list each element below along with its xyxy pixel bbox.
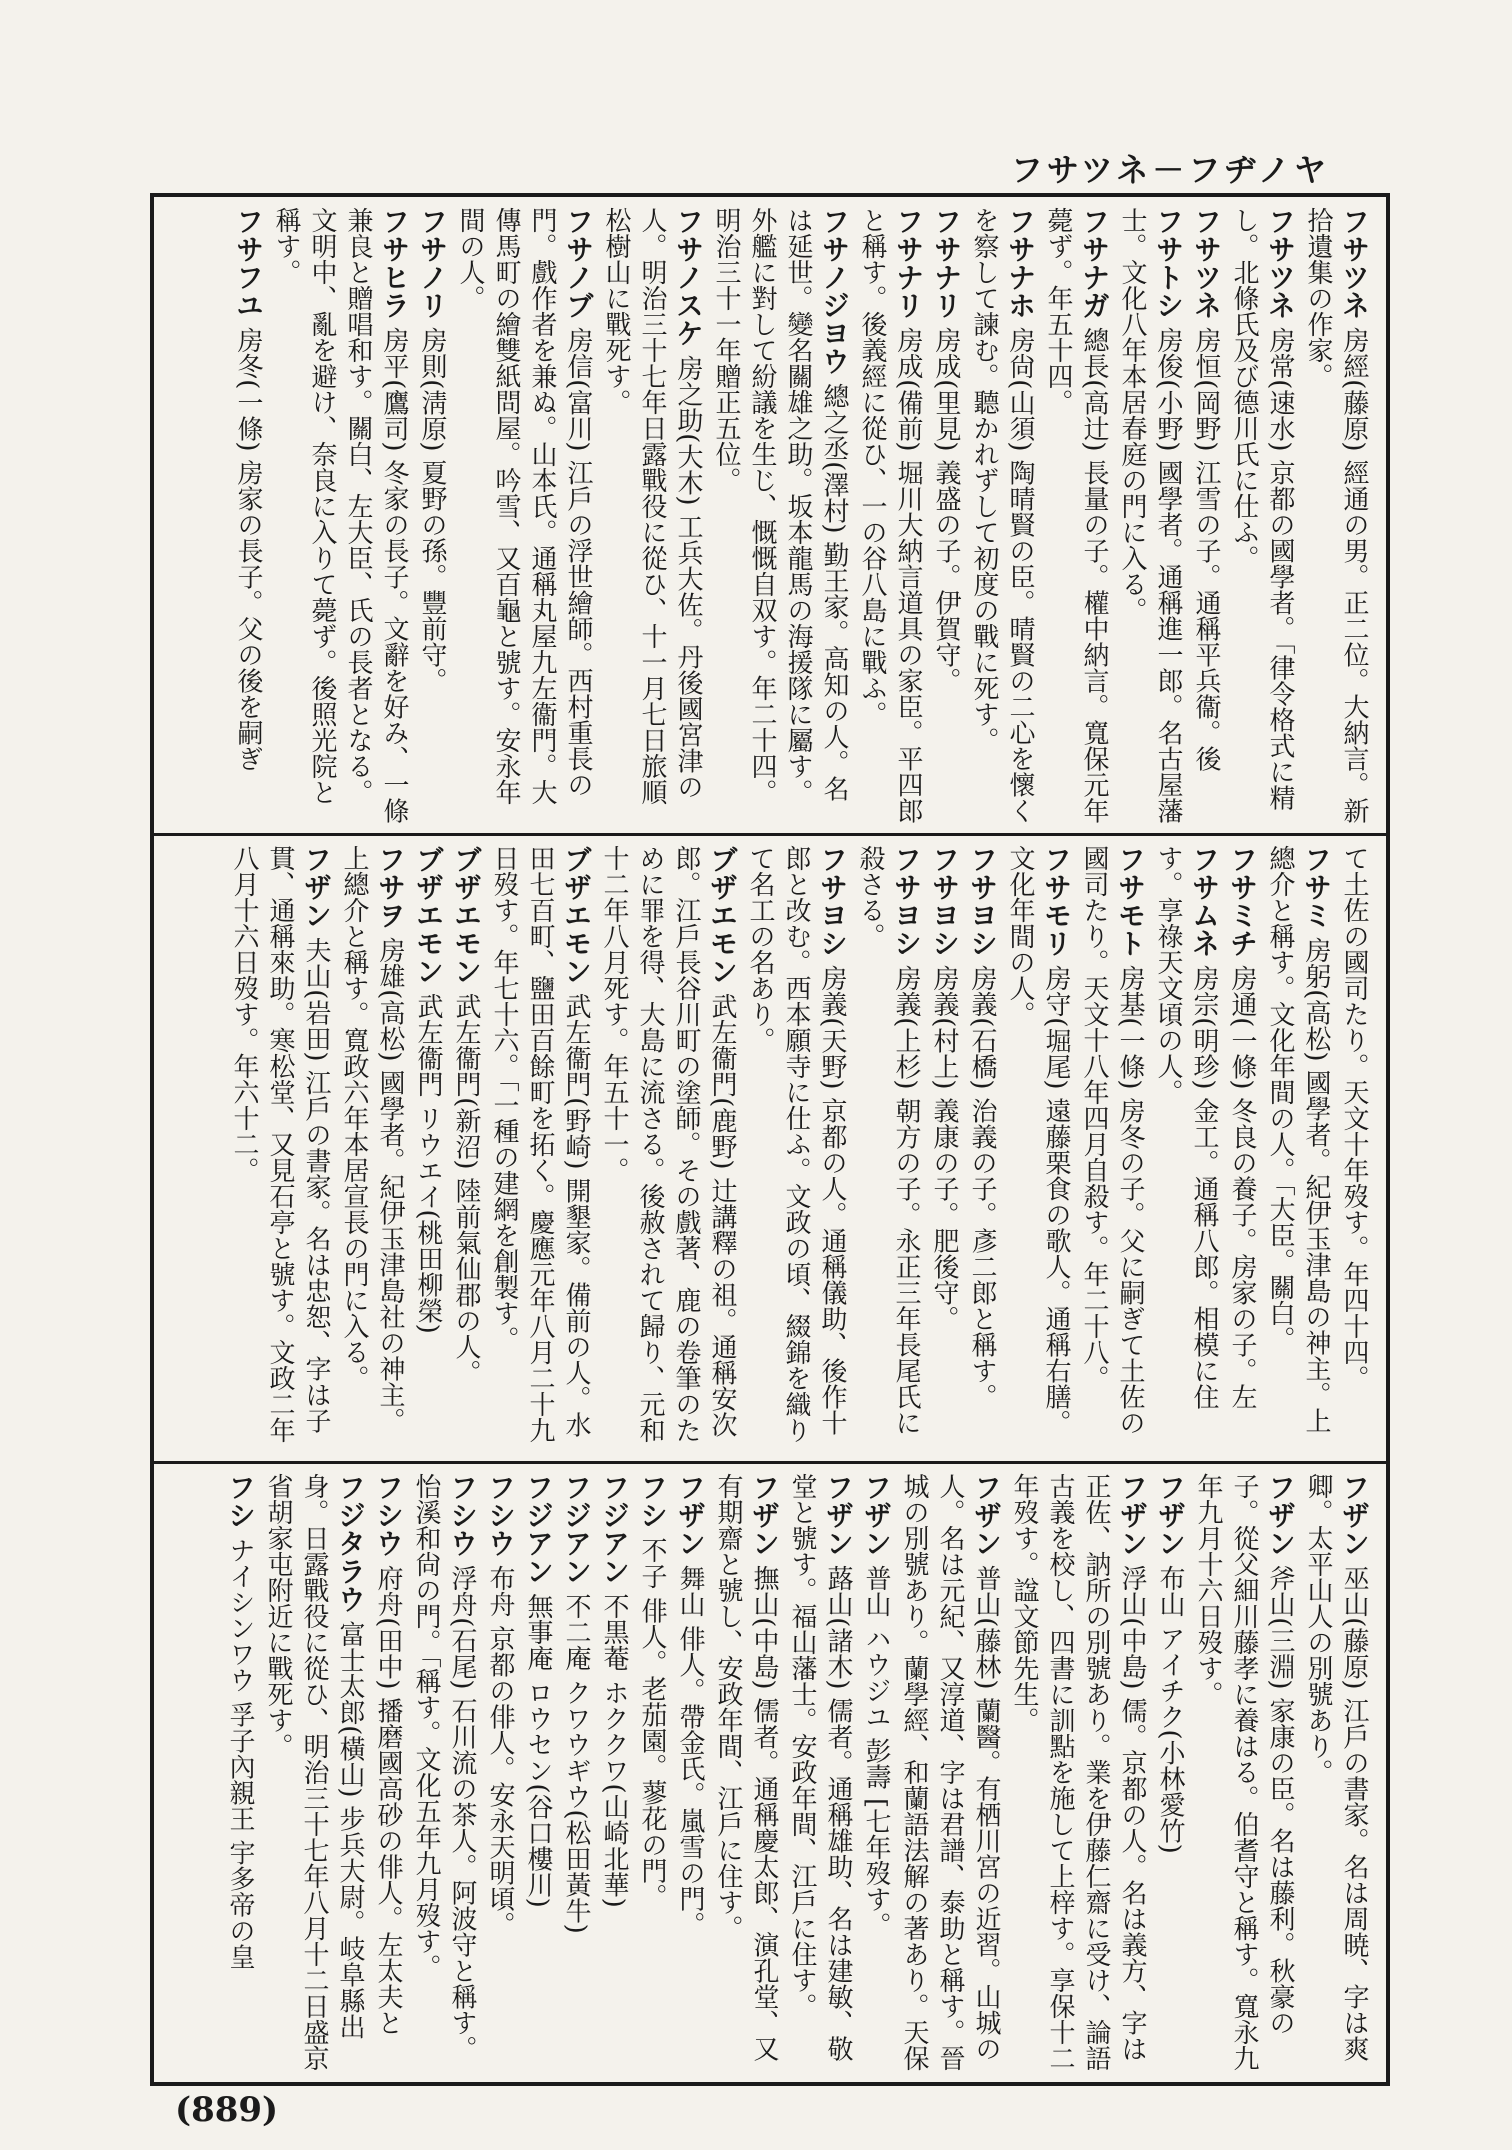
dictionary-entry bbox=[1224, 845, 1260, 1453]
dictionary-entry bbox=[1262, 845, 1334, 1453]
entry-text: 房成(備前) 堀川大納言道具の家臣。平四郎と稱す。後義經に從ひ、一の谷八島に戰ふ。 bbox=[857, 207, 923, 824]
entry-headword: フサトシ bbox=[1152, 207, 1185, 319]
entry-headword: フザン bbox=[860, 1473, 893, 1557]
page-frame bbox=[150, 193, 1390, 2086]
entry-headword: フサナリ bbox=[930, 207, 963, 319]
running-header: フサツネ－フヂノヤ bbox=[1010, 151, 1330, 189]
dictionary-entry bbox=[452, 207, 596, 825]
dictionary-entry bbox=[784, 1473, 856, 2073]
entry-band-top bbox=[154, 197, 1386, 835]
entry-text: 浮山(中島) 儒。京都の人。名は義方、字は正佐、訥所の別號あり。業を伊藤仁齋に受け、論語古義を校し、四書に訓點を施して上梓す。享保十二年歿す。諡文節先生。 bbox=[1009, 1473, 1147, 2071]
dictionary-entry bbox=[858, 1473, 894, 2073]
entry-headword: フサナホ bbox=[1004, 207, 1037, 319]
dictionary-entry bbox=[410, 845, 446, 1453]
entry-text: 舞山 俳人。帶金氏。嵐雪の門。 bbox=[675, 1565, 705, 1938]
dictionary-entry bbox=[708, 207, 852, 825]
entry-headword: フサヨシ bbox=[816, 845, 849, 957]
entry-text: 撫山(中島) 儒者。通稱慶太郎、演孔堂、又有期齋と號し、安政年間、江戶に住す。 bbox=[713, 1473, 779, 2062]
dictionary-entry bbox=[482, 1473, 518, 2073]
dictionary-entry bbox=[1336, 845, 1372, 1453]
entry-text: 房恒(岡野) 江雪の子。通稱平兵衞。後 bbox=[1191, 327, 1221, 772]
entry-headword: フザン bbox=[674, 1473, 707, 1557]
entry-headword: フサミチ bbox=[1226, 845, 1259, 957]
entry-headword: フサヒラ bbox=[378, 207, 411, 319]
entry-text: 房基(一條) 房冬の子。父に嗣ぎて土佐の國司たり。天文十八年四月自殺す。年二十八。 bbox=[1079, 845, 1145, 1436]
entry-headword: フサナリ bbox=[892, 207, 925, 319]
entry-text: 房則(淸原) 夏野の孫。豐前守。 bbox=[417, 327, 447, 694]
entry-text: 浮舟(石尾) 石川流の茶人。阿波守と稱す。怡溪和尙の門。「稱す。文化五年九月歿す。 bbox=[411, 1473, 477, 2062]
entry-text: 布山 アイチク(小林愛竹) bbox=[1155, 1565, 1185, 1854]
entry-text: 房通(一條) 冬良の養子。房家の子。左 bbox=[1227, 965, 1257, 1410]
entry-headword: フサツネ bbox=[1264, 207, 1297, 319]
entry-text: 房宗(明珍) 金工。通稱八郎。相模に住す。享祿天文頃の人。 bbox=[1153, 845, 1219, 1410]
entry-headword: フサヨシ bbox=[966, 845, 999, 957]
entry-text: 房義(村上) 義康の子。肥後守。 bbox=[929, 965, 959, 1332]
entry-text: 布舟 京都の俳人。安永天明頃。 bbox=[485, 1565, 515, 1938]
dictionary-entry bbox=[1300, 1473, 1372, 2073]
entry-headword: フサミ bbox=[1300, 845, 1333, 929]
entry-headword: ブザエモン bbox=[560, 845, 593, 985]
entry-text: て土佐の國司たり。天文十年歿す。年四十四。 bbox=[1339, 845, 1369, 1391]
dictionary-entry bbox=[230, 207, 266, 825]
entry-text: 府舟(田中) 播磨國高砂の俳人。左太夫と bbox=[373, 1565, 403, 2036]
entry-headword: フサモリ bbox=[1040, 845, 1073, 957]
entry-band-bottom bbox=[154, 1463, 1386, 2083]
entry-headword: フサツネ bbox=[1190, 207, 1223, 319]
entry-text: 房義(天野) 京都の人。通稱儀助、後作十郎と改む。西本願寺に仕ふ。文政の頃、綴錦を織りて名工の名あり。 bbox=[745, 845, 847, 1443]
dictionary-entry bbox=[672, 1473, 708, 2073]
dictionary-entry bbox=[1152, 1473, 1188, 2073]
entry-headword: フサツネ bbox=[1338, 207, 1371, 319]
dictionary-entry bbox=[966, 207, 1038, 825]
entry-text: 房信(富川) 江戶の浮世繪師。西村重長の門。戲作者を兼ぬ。山本氏。通稱丸屋九左衞門。大傳馬町の繪雙紙問屋。吟雪、又百龜と號す。安永年間の人。 bbox=[455, 207, 593, 805]
entry-text: 武左衞門(新沼) 陸前氣仙郡の人。 bbox=[451, 993, 481, 1386]
entry-headword: フサヲ bbox=[374, 845, 407, 929]
entry-text: 房平(鷹司) 冬家の長子。文辭を好み、一條兼良と贈唱和す。關白、左大臣、氏の長者となる。文明中、亂を避け、奈良に入りて薨ず。後照光院と稱す。 bbox=[271, 207, 409, 824]
entry-headword: ブザエモン bbox=[706, 845, 739, 985]
dictionary-entry bbox=[1190, 1473, 1298, 2073]
entry-headword: フシウ bbox=[372, 1473, 405, 1557]
entry-headword: フザン bbox=[822, 1473, 855, 1557]
entry-headword: フジタラウ bbox=[334, 1473, 367, 1613]
entry-text: 房經(藤原) 經通の男。正二位。大納言。新拾遺集の作家。 bbox=[1303, 207, 1369, 824]
entry-headword: フシウ bbox=[484, 1473, 517, 1557]
entry-text: 武左衞門(野崎) 開墾家。備前の人。水田七百町、鹽田百餘町を拓く。慶應元年八月二十九日歿す。年七十六。「一種の建網を創製す。 bbox=[489, 845, 591, 1443]
entry-headword: フサフユ bbox=[232, 207, 265, 319]
entry-text: 蕗山(諸木) 儒者。通稱雄助、名は建敏、敬堂と號す。福山藩士。安政年間、江戶に住す。 bbox=[787, 1473, 853, 2062]
entry-text: 總之丞(澤村) 勤王家。高知の人。名は延世。變名關雄之助。坂本龍馬の海援隊に屬す。外艦に對して紛議を生じ、慨慨自双す。年二十四。明治三十一年贈正五位。 bbox=[711, 207, 849, 805]
entry-text: 巫山(藤原) 江戶の書家。名は周暁、字は爽卿。太平山人の別號あり。 bbox=[1303, 1473, 1369, 2062]
dictionary-entry bbox=[558, 1473, 594, 2073]
dictionary-entry bbox=[1076, 845, 1148, 1453]
dictionary-entry bbox=[634, 1473, 670, 2073]
entry-text: 房常(速水) 京都の國學者。「律令格式に精し。北條氏及び德川氏に仕ふ。 bbox=[1229, 207, 1295, 811]
dictionary-entry bbox=[1226, 207, 1298, 825]
entry-text: 房守(堀尾) 遠藤栗食の歌人。通稱右膳。文化年間の人。 bbox=[1005, 845, 1071, 1436]
entry-headword: フサヨシ bbox=[890, 845, 923, 957]
dictionary-entry bbox=[370, 1473, 406, 2073]
entry-text: 房成(里見) 義盛の子。伊賀守。 bbox=[931, 327, 961, 694]
dictionary-entry bbox=[964, 845, 1000, 1453]
entry-text: 房躬(高松) 國學者。紀伊玉津島の神主。上總介と稱す。文化年間の人。「大臣。關白。 bbox=[1265, 845, 1331, 1434]
entry-headword: フサナガ bbox=[1078, 207, 1111, 319]
entry-headword: フサモト bbox=[1114, 845, 1147, 957]
entry-text: 房冬(一條) 房家の長子。父の後を嗣ぎ bbox=[233, 327, 263, 772]
dictionary-entry bbox=[260, 1473, 368, 2073]
dictionary-entry bbox=[1150, 845, 1222, 1453]
entry-text: 普山 ハウジユ 彭壽 [七年歿す。 bbox=[861, 1565, 891, 1939]
dictionary-entry bbox=[226, 845, 334, 1453]
entry-headword: フジアン bbox=[560, 1473, 593, 1585]
dictionary-entry bbox=[1006, 1473, 1150, 2073]
dictionary-entry bbox=[596, 845, 740, 1453]
entry-headword: フジアン bbox=[522, 1473, 555, 1585]
entry-band-middle bbox=[154, 835, 1386, 1463]
dictionary-entry bbox=[852, 845, 924, 1453]
dictionary-entry bbox=[854, 207, 926, 825]
entry-headword: フジアン bbox=[598, 1473, 631, 1585]
entry-headword: フサノジヨウ bbox=[818, 207, 851, 375]
entry-headword: フサヨシ bbox=[928, 845, 961, 957]
entry-headword: フザン bbox=[1338, 1473, 1371, 1557]
dictionary-entry bbox=[1188, 207, 1224, 825]
dictionary-entry bbox=[926, 845, 962, 1453]
entry-headword: フザン bbox=[1154, 1473, 1187, 1557]
dictionary-entry bbox=[596, 1473, 632, 2073]
entry-headword: フザン bbox=[300, 845, 333, 929]
entry-headword: ブザエモン bbox=[450, 845, 483, 985]
dictionary-entry bbox=[520, 1473, 556, 2073]
entry-text: ナイシンワウ 孚子內親王 宇多帝の皇 bbox=[225, 1537, 255, 1970]
entry-headword: フシ bbox=[636, 1473, 669, 1529]
entry-headword: フサノブ bbox=[562, 207, 595, 319]
dictionary-entry bbox=[1300, 207, 1372, 825]
entry-headword: フザン bbox=[748, 1473, 781, 1557]
entry-headword: フサムネ bbox=[1188, 845, 1221, 957]
entry-text: 房之助(大木) 工兵大佐。丹後國宮津の人。明治三十七年日露戰役に從ひ、十一月七日旅順松樹山に戰死す。 bbox=[601, 207, 703, 805]
dictionary-entry bbox=[896, 1473, 1004, 2073]
dictionary-entry bbox=[448, 845, 484, 1453]
entry-headword: フザン bbox=[1264, 1473, 1297, 1557]
entry-headword: フサノスケ bbox=[672, 207, 705, 347]
dictionary-entry bbox=[222, 1473, 258, 2073]
entry-text: 不子 俳人。老茄園。蓼花の門。 bbox=[637, 1537, 667, 1910]
entry-text: 夫山(岩田) 江戶の書家。名は忠恕、字は子貫、通稱來助。寒松堂、又見石亭と號す。文政二年八月十六日歿す。年六十二。 bbox=[229, 845, 331, 1443]
entry-text: 房義(上杉) 朝方の子。永正三年長尾氏に殺さる。 bbox=[855, 845, 921, 1436]
entry-text: 總長(高辻) 長量の子。權中納言。寬保元年薨ず。年五十四。 bbox=[1043, 207, 1109, 824]
dictionary-entry bbox=[268, 207, 412, 825]
entry-headword: フサノリ bbox=[416, 207, 449, 319]
entry-text: 不黒菴 ホククワ(山崎北華) bbox=[599, 1593, 629, 1908]
entry-text: 房義(石橋) 治義の子。彥二郎と稱す。 bbox=[967, 965, 997, 1410]
entry-text: 富士太郎(橫山) 步兵大尉。岐阜縣出身。日露戰役に從ひ、明治三十七年八月十二日盛京省胡家屯附近に戰死す。 bbox=[263, 1473, 365, 2071]
entry-text: 斧山(三淵) 家康の臣。名は藤利。秋豪の子。從父細川藤孝に養はる。伯耆守と稱す。寬永九年九月十六日歿す。 bbox=[1193, 1473, 1295, 2071]
dictionary-entry bbox=[598, 207, 706, 825]
entry-text: 房俊(小野) 國學者。通稱進一郎。名古屋藩士。文化八年本居春庭の門に入る。 bbox=[1117, 207, 1183, 824]
entry-text: 無事庵 ロウセン(谷口樓川) bbox=[523, 1593, 553, 1908]
entry-headword: フザン bbox=[970, 1473, 1003, 1557]
entry-text: 不二庵 クワウギウ(松田黃牛) bbox=[561, 1593, 591, 1934]
entry-text: 房尙(山須) 陶晴賢の臣。晴賢の二心を懷くを察して諫む。聽かれずして初度の戰に死す。 bbox=[969, 207, 1035, 824]
entry-headword: フザン bbox=[1116, 1473, 1149, 1557]
dictionary-entry bbox=[486, 845, 594, 1453]
page-number: (889) bbox=[175, 2090, 279, 2130]
entry-text: 普山(藤林) 蘭醫。有栖川宮の近習。山城の人。名は元紀、又淳道、字は君譜、泰助と稱す。晉城の別號あり。蘭學經、和蘭語法解の著あり。天保 bbox=[899, 1473, 1001, 2071]
dictionary-entry bbox=[710, 1473, 782, 2073]
dictionary-entry bbox=[928, 207, 964, 825]
dictionary-entry bbox=[408, 1473, 480, 2073]
entry-text: 武左衞門 リウエイ(桃田柳榮) bbox=[413, 993, 443, 1334]
dictionary-entry bbox=[1002, 845, 1074, 1453]
dictionary-entry bbox=[742, 845, 850, 1453]
entry-headword: フシウ bbox=[446, 1473, 479, 1557]
dictionary-entry bbox=[1114, 207, 1186, 825]
dictionary-entry bbox=[1040, 207, 1112, 825]
entry-headword: フシ bbox=[224, 1473, 257, 1529]
entry-headword: ブザエモン bbox=[412, 845, 445, 985]
entry-text: 房雄(高松) 國學者。紀伊玉津島社の神主。上總介と稱す。寬政六年本居宣長の門に入る。 bbox=[339, 845, 405, 1434]
entry-text: 武左衞門(鹿野) 辻講釋の祖。通稱安次郎。江戶長谷川町の塗師。その戲著、鹿の卷筆のために罪を得、大島に流さる。後赦されて歸り、元和十二年八月死す。年五十一。 bbox=[599, 845, 737, 1443]
dictionary-entry bbox=[336, 845, 408, 1453]
dictionary-entry bbox=[414, 207, 450, 825]
